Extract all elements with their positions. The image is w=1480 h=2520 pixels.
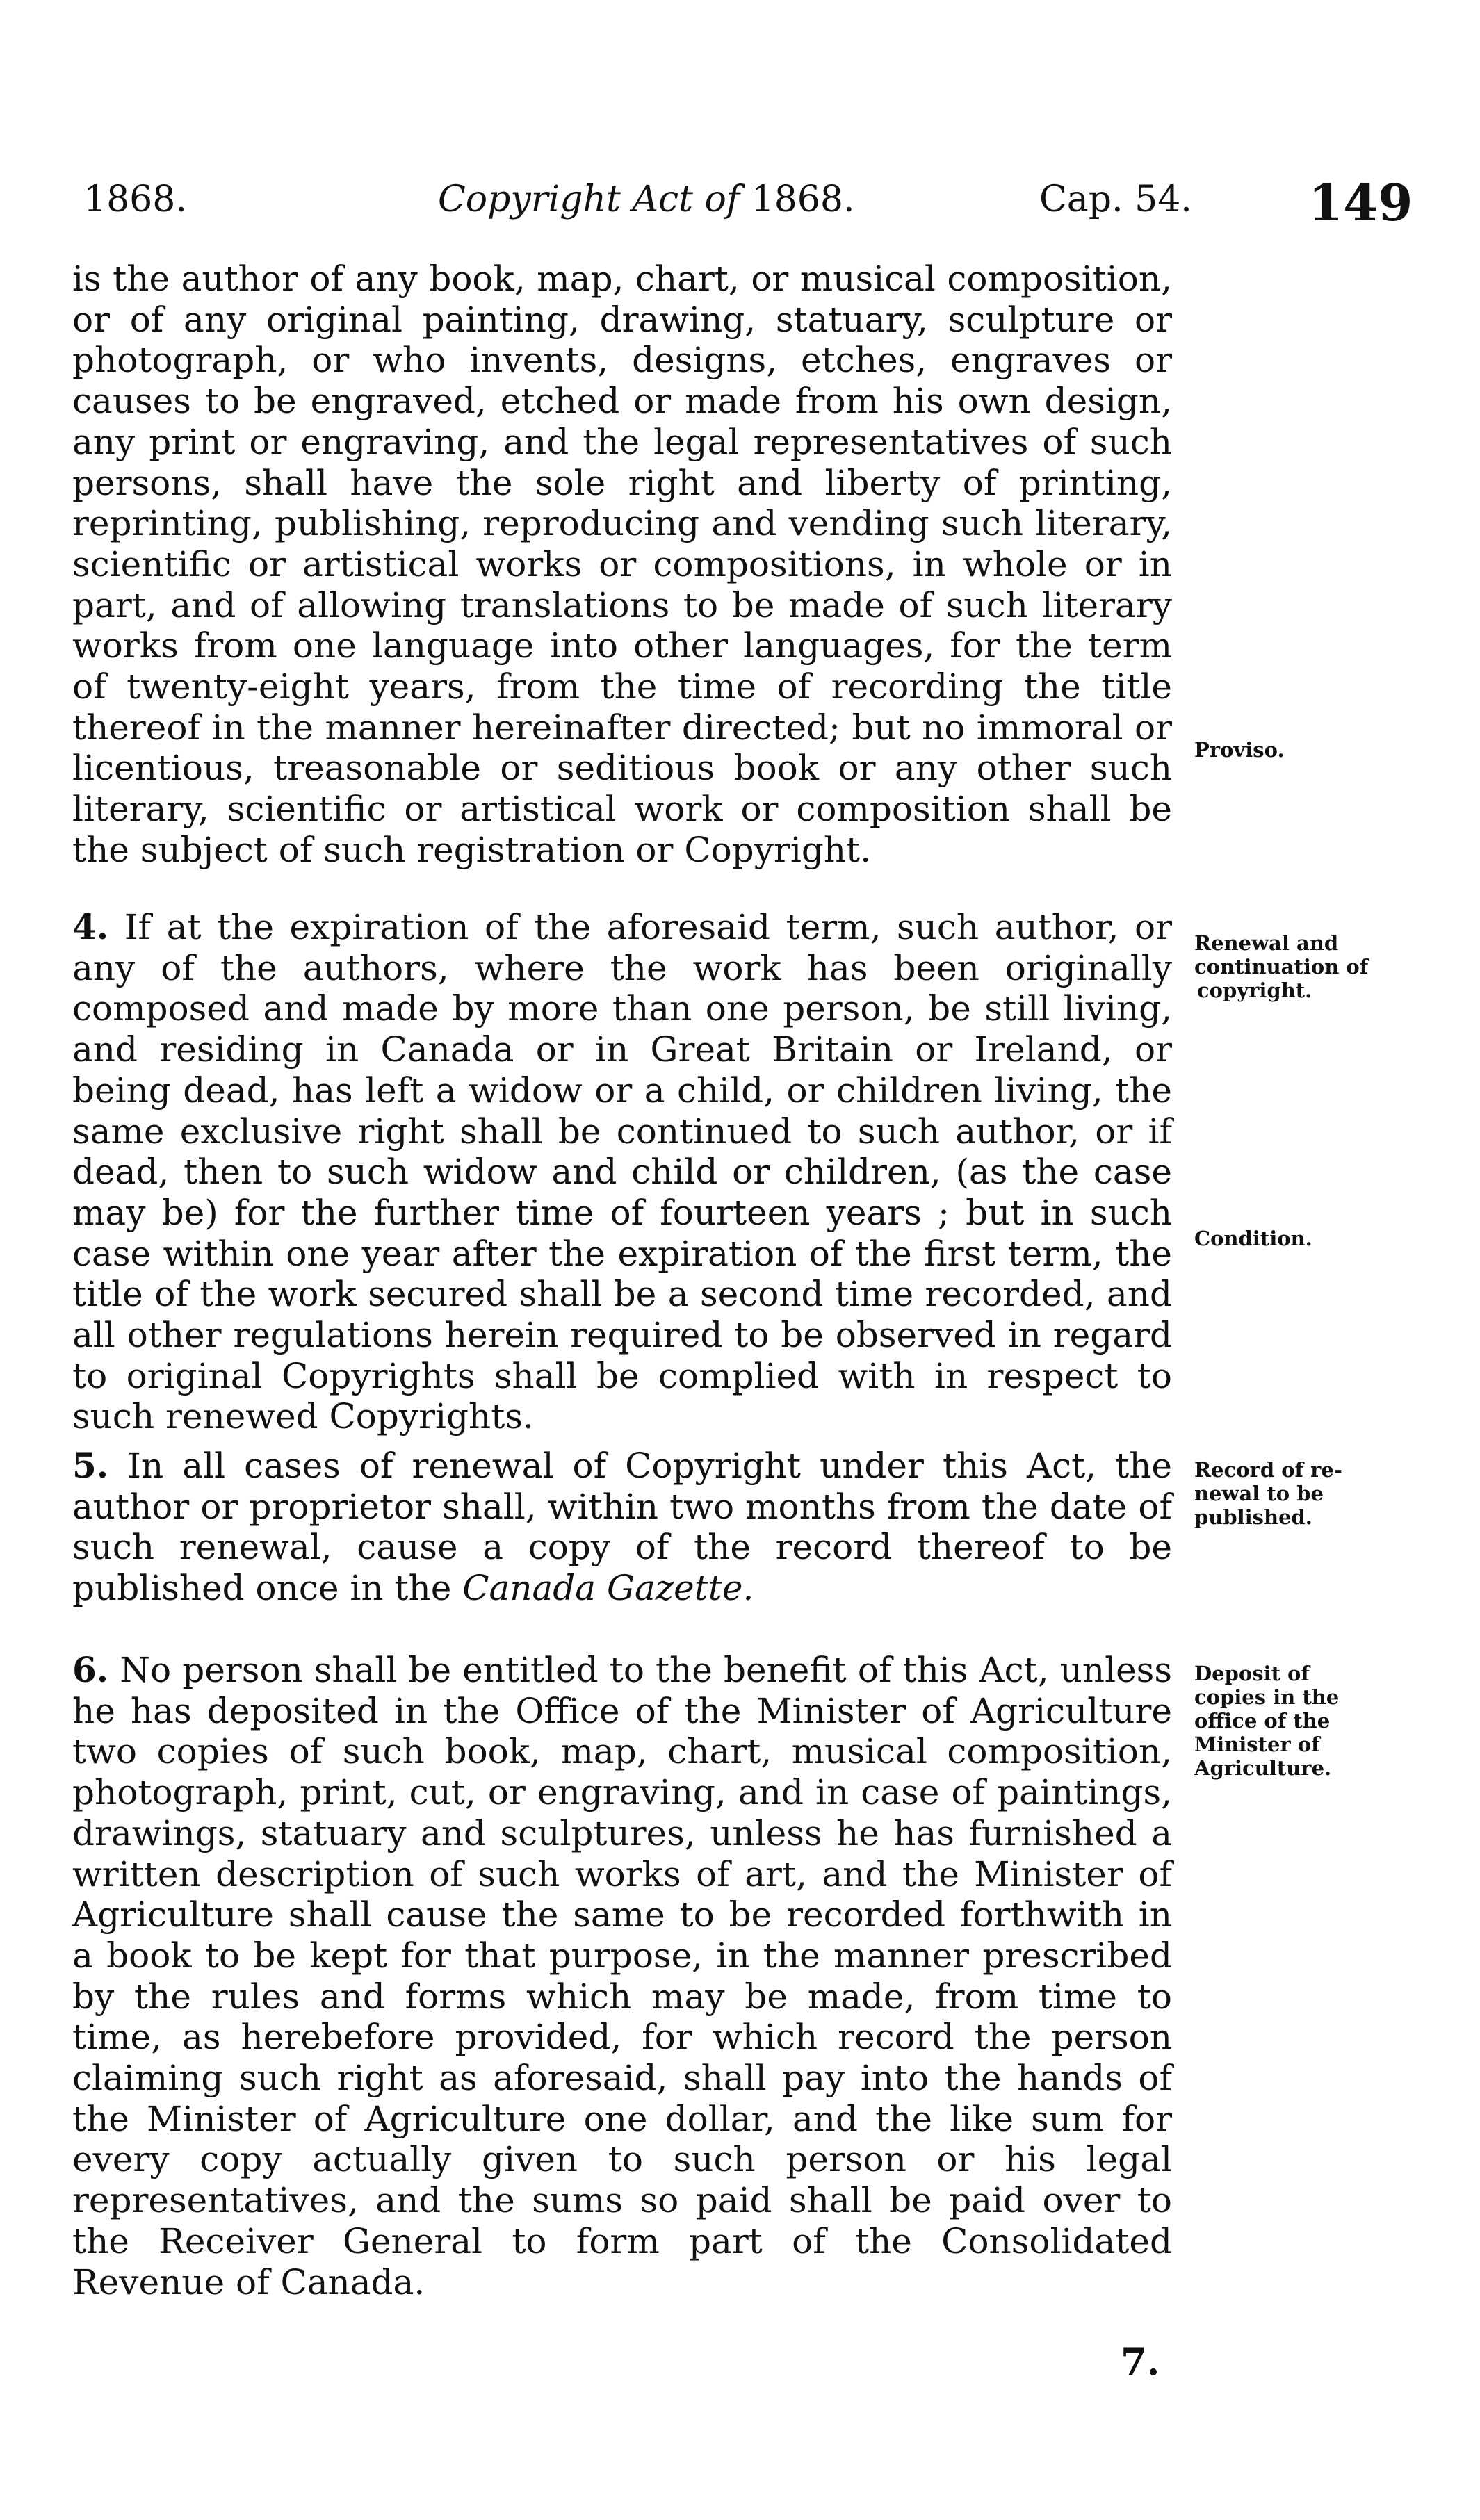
sidenote-renewal-line: copyright. — [1197, 979, 1312, 1002]
sidenote-renewal-line: continuation of — [1194, 955, 1369, 979]
header-title-year: 1868. — [751, 179, 855, 220]
paragraph-section-4 — [72, 907, 1172, 1437]
section-4-text: If at the expiration of the aforesaid term, such author, or any of the authors, where the work has been originally composed and made by more than one person, be still living, and residing in Canada or in Great Britain or Ireland, or being dead, has left a widow or a child, or children living, the same exclusive right shall be continued to such author, or if dead, then to such widow and child or children, (as the case may be) for the further time of fourteen years ; but in such case within one year after the expiration of the first term, the title of the work secured shall be a second time recorded, and all other regulations herein required to be observed in regard to original Copyrights shall be complied with in respect to such renewed Copyrights. — [72, 907, 1172, 1437]
page-number: 149 — [1308, 173, 1413, 232]
header-title-italic: Copyright Act of — [438, 179, 740, 220]
sidenote-record-line: published. — [1194, 1505, 1312, 1529]
sidenote-renewal — [1194, 931, 1458, 1002]
section-5-gazette: Canada Gazette. — [462, 1568, 754, 1609]
section-6-text: No person shall be entitled to the benefit of this Act, unless he has deposited in the Office of the Minister of Agriculture two copies of such book, map, chart, musical composition, photograph, print, cut, or engraving, and in case of paintings, drawings, statuary and sculptures, unless he has furnished a written description of such works of art, and the Minister of Agriculture shall cause the same to be recorded forthwith in a book to be kept for that purpose, in the manner prescribed by the rules and forms which may be made, from time to time, as herebefore provided, for which record the person claiming such right as aforesaid, shall pay into the hands of the Minister of Agriculture one dollar, and the like sum for every copy actually given to such person or his legal representatives, and the sums so paid shall be paid over to the Receiver General to form part of the Consolidated Revenue of Canada. — [72, 1650, 1172, 2302]
sidenote-record-line: newal to be — [1194, 1482, 1324, 1505]
paragraph-section-3-continuation: is the author of any book, map, chart, or musical composition, or of any original painting, drawing, statuary, sculpture or photograph, or who invents, designs, etches, engraves or causes to be engraved, etched or made from his own design, any print or engraving, and the legal representatives of such persons, shall have the sole right and liberty of printing, reprinting, publishing, reproducing and vending such literary, scientific or artistical works or compositions, in whole or in part, and of allowing translations to be made of such literary works from one language into other languages, for the term of twenty-eight years, from the time of recording the title thereof in the manner hereinafter directed; but no immoral or licentious, treasonable or seditious book or any other such literary, scientific or artistical work or composition shall be the subject of such registration or Copyright. — [72, 259, 1172, 870]
section-number-5: 5. — [72, 1445, 109, 1486]
section-number-4: 4. — [72, 906, 109, 947]
sidenote-deposit-line: Deposit of — [1194, 1662, 1310, 1685]
section-5-text: In all cases of renewal of Copyright under this Act, the author or proprietor shall, within two months from the date of such renewal, cause a copy of the record thereof to be published once in the — [72, 1446, 1172, 1609]
sidenote-deposit-line: copies in the — [1194, 1685, 1340, 1709]
sidenote-deposit-line: Minister of — [1194, 1733, 1320, 1756]
paragraph-section-5 — [72, 1446, 1172, 1609]
sidenote-condition: Condition. — [1194, 1227, 1312, 1250]
section-number-6: 6. — [72, 1649, 109, 1690]
paragraph-section-6 — [72, 1650, 1172, 2302]
sidenote-record — [1194, 1458, 1458, 1529]
sidenote-renewal-line: Renewal and — [1194, 931, 1339, 955]
catchword: 7. — [1121, 2339, 1160, 2384]
header-title — [438, 177, 855, 222]
sidenote-proviso: Proviso. — [1194, 738, 1285, 762]
sidenote-record-line: Record of re- — [1194, 1458, 1342, 1482]
header-year: 1868. — [83, 179, 187, 220]
header-chapter: Cap. 54. — [1039, 179, 1192, 220]
sidenote-deposit — [1194, 1662, 1458, 1780]
sidenote-deposit-line: office of the — [1194, 1709, 1331, 1733]
sidenote-deposit-line: Agriculture. — [1194, 1756, 1332, 1780]
